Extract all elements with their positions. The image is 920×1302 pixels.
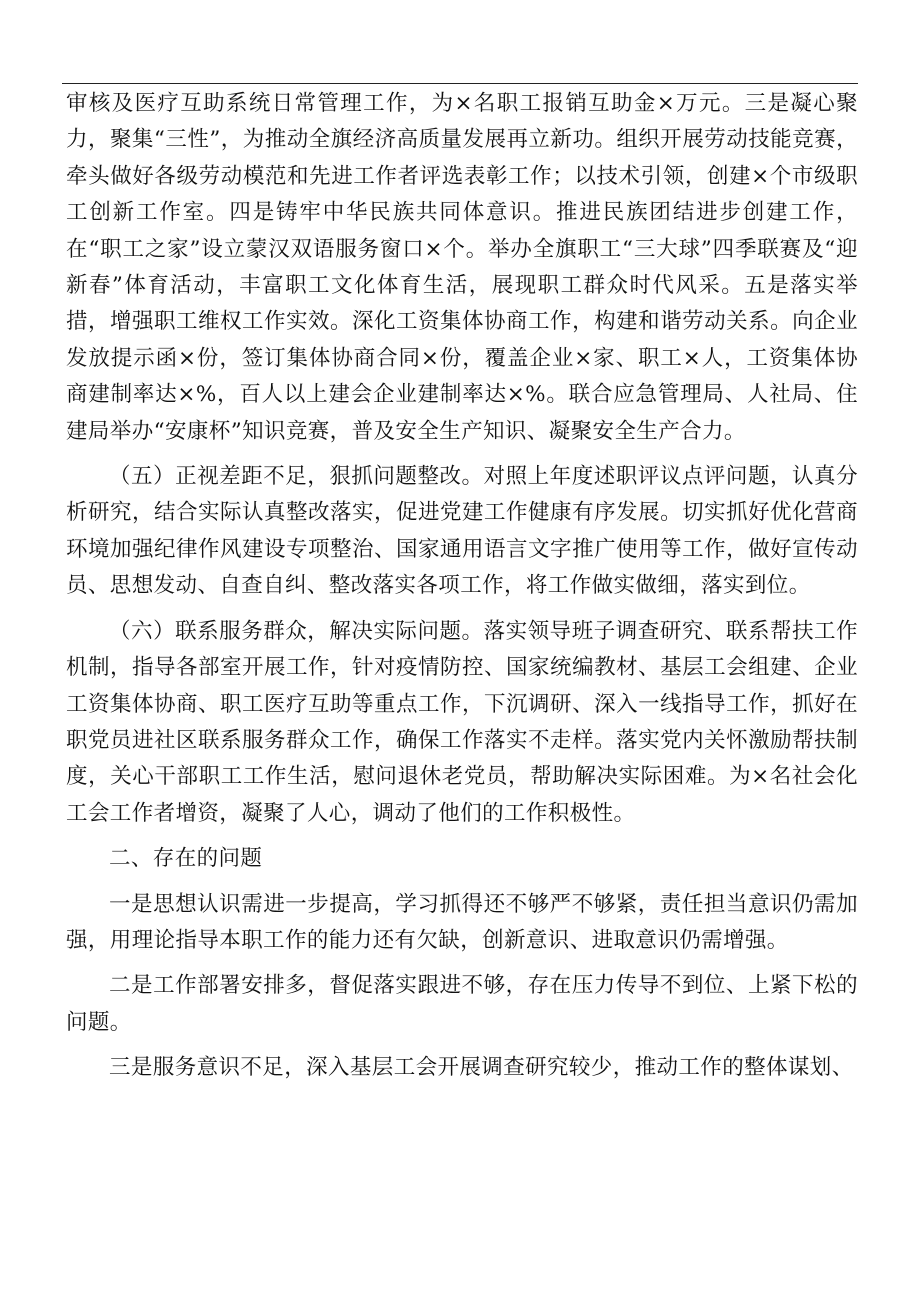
paragraph-problem-three: 三是服务意识不足，深入基层工会开展调查研究较少，推动工作的整体谋划、 [109, 1055, 854, 1081]
section-heading-problems: 二、存在的问题 [109, 846, 263, 872]
paragraph-problem-one: 一是思想认识需进一步提高，学习抓得还不够严不够紧，责任担当意识仍需加强，用理论指导本职工作的能力还有欠缺，创新意识、进取意识仍需增强。 [66, 891, 858, 953]
paragraph-section-six: （六）联系服务群众，解决实际问题。落实领导班子调查研究、联系帮扶工作机制，指导各部室开展工作，针对疫情防控、国家统编教材、基层工会组建、企业工资集体协商、职工医疗互助等重点工作，下沉调研、深入一线指导工作，抓好在职党员进社区联系服务群众工作，确保工作落实不走样。落实党内关怀激励帮扶制度，关心干部职工工作生活，慰问退休老党员，帮助解决实际困难。为×名社会化工会工作者增资，凝聚了人心，调动了他们的工作积极性。 [66, 618, 858, 826]
paragraph-problem-two: 二是工作部署安排多，督促落实跟进不够，存在压力传导不到位、上紧下松的问题。 [66, 973, 858, 1035]
paragraph-continuation: 审核及医疗互助系统日常管理工作，为×名职工报销互助金×万元。三是凝心聚力，聚集“三性”，为推动全旗经济高质量发展再立新功。组织开展劳动技能竞赛，牵头做好各级劳动模范和先进工作者评选表彰工作；以技术引领，创建×个市级职工创新工作室。四是铸牢中华民族共同体意识。推进民族团结进步创建工作，在“职工之家”设立蒙汉双语服务窗口×个。举办全旗职工“三大球”四季联赛及“迎新春”体育活动，丰富职工文化体育生活，展现职工群众时代风采。五是落实举措，增强职工维权工作实效。深化工资集体协商工作，构建和谐劳动关系。向企业发放提示函×份，签订集体协商合同×份，覆盖企业×家、职工×人，工资集体协商建制率达×%，百人以上建会企业建制率达×%。联合应急管理局、人社局、住建局举办“安康杯”知识竞赛，普及安全生产知识、凝聚安全生产合力。 [66, 91, 858, 444]
document-body [66, 86, 858, 1087]
header-rule [62, 83, 858, 84]
paragraph-section-five: （五）正视差距不足，狠抓问题整改。对照上年度述职评议点评问题，认真分析研究，结合实际认真整改落实，促进党建工作健康有序发展。切实抓好优化营商环境加强纪律作风建设专项整治、国家通用语言文字推广使用等工作，做好宣传动员、思想发动、自查自纠、整改落实各项工作，将工作做实做细，落实到位。 [66, 464, 858, 599]
